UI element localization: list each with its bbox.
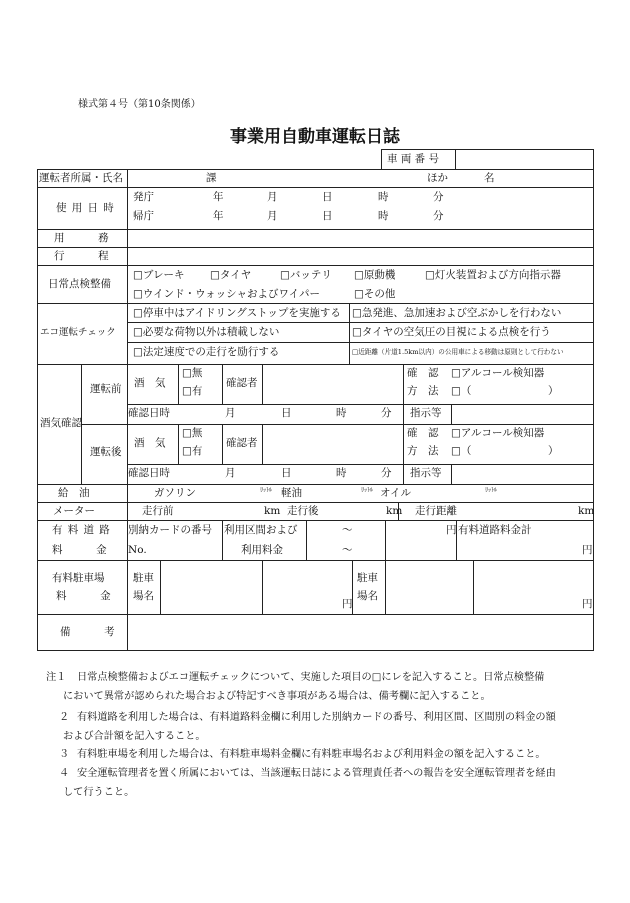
toll-tilde-2: ～ bbox=[342, 544, 353, 556]
note-2-cont: および合計額を記入すること。 bbox=[63, 731, 206, 742]
meter-after: 走行後 bbox=[287, 505, 319, 517]
eco-tire-pressure[interactable]: □タイヤの空気圧の目視による点検を行う bbox=[352, 326, 551, 338]
toll-tilde-1: ～ bbox=[342, 524, 353, 536]
before-paren-open[interactable]: □（ bbox=[451, 385, 472, 397]
note-1: 日常点検整備およびエコ運転チェックについて、実施した項目の□にレを記入すること。日常点検整備 bbox=[77, 672, 545, 683]
return-year: 年 bbox=[213, 210, 224, 222]
after-detector[interactable]: □アルコール検知器 bbox=[451, 427, 545, 439]
eco-idling[interactable]: □停車中はアイドリングストップを実施する bbox=[133, 307, 341, 319]
toll-section-2: 利用料金 bbox=[241, 544, 283, 556]
note-4: 安全運転管理者を置く所属においては、当該運転日誌による管理責任者への報告を安全運転管理者を経由 bbox=[77, 768, 556, 779]
alcohol-after-label: 運転後 bbox=[90, 446, 122, 458]
driver-label: 運転者所属・氏名 bbox=[39, 172, 123, 184]
usage-label: 使用日時 bbox=[56, 202, 119, 214]
parking-lot-1a: 駐車 bbox=[133, 572, 154, 584]
after-shiji: 指示等 bbox=[410, 467, 442, 479]
meter-before: 走行前 bbox=[142, 505, 174, 517]
eco-check-label: エコ運転チェック bbox=[40, 327, 116, 338]
after-houhou: 方 法 bbox=[407, 445, 439, 457]
after-kakunin: 確 認 bbox=[407, 427, 439, 439]
check-lights[interactable]: □灯火装置および方向指示器 bbox=[425, 269, 561, 281]
before-month: 月 bbox=[225, 407, 236, 419]
note-4-cont: して行うこと。 bbox=[63, 787, 135, 798]
usage-return: 帰庁 bbox=[133, 210, 154, 222]
after-datetime: 確認日時 bbox=[128, 467, 170, 479]
check-brake[interactable]: □ブレーキ bbox=[133, 269, 185, 281]
after-sakeki: 酒 気 bbox=[134, 437, 166, 449]
fuel-label: 給 油 bbox=[58, 487, 90, 499]
koutei-label: 行 程 bbox=[54, 250, 121, 262]
check-battery[interactable]: □バッテリ bbox=[280, 269, 332, 281]
toll-label-1: 有料道路 bbox=[52, 524, 115, 536]
return-day: 日 bbox=[322, 210, 333, 222]
depart-year: 年 bbox=[213, 191, 224, 203]
depart-day: 日 bbox=[322, 191, 333, 203]
return-month: 月 bbox=[267, 210, 278, 222]
eco-load[interactable]: □必要な荷物以外は積載しない bbox=[133, 326, 280, 338]
before-detector[interactable]: □アルコール検知器 bbox=[451, 367, 545, 379]
parking-yen-2: 円 bbox=[582, 598, 593, 610]
depart-hour: 時 bbox=[378, 191, 389, 203]
note-3-head: ３ bbox=[59, 749, 70, 760]
eco-short-distance[interactable]: □近距離（片道1.5km以内）の公用車による移動は原則として行わない bbox=[352, 348, 564, 356]
meter-km-3: km bbox=[578, 505, 595, 517]
form-number: 様式第４号（第10条関係） bbox=[78, 99, 201, 110]
meter-km-1: km bbox=[264, 505, 281, 517]
after-nashi[interactable]: □無 bbox=[182, 427, 203, 439]
parking-yen-1: 円 bbox=[342, 598, 353, 610]
note-4-head: ４ bbox=[59, 768, 70, 779]
fuel-unit-1: ﾘｯﾄﾙ bbox=[260, 487, 273, 494]
before-hour: 時 bbox=[336, 407, 347, 419]
before-paren-close: ） bbox=[548, 385, 559, 397]
check-tire[interactable]: □タイヤ bbox=[210, 269, 252, 281]
before-houhou: 方 法 bbox=[407, 385, 439, 397]
toll-yen-2: 円 bbox=[582, 544, 593, 556]
note-3: 有料駐車場を利用した場合は、有料駐車場料金欄に有料駐車場名および利用料金の額を記入すること。 bbox=[77, 749, 546, 760]
driver-hoka: ほか bbox=[427, 172, 448, 184]
after-kakuninsha: 確認者 bbox=[226, 437, 258, 449]
driver-ka: 課 bbox=[206, 172, 217, 184]
toll-label-2: 料 金 bbox=[52, 544, 119, 556]
toll-section-1: 利用区間および bbox=[224, 524, 298, 536]
after-month: 月 bbox=[225, 467, 236, 479]
check-wiper[interactable]: □ウインド・ウォッシャおよびワイパー bbox=[133, 288, 320, 300]
youmu-label: 用 務 bbox=[54, 232, 121, 244]
note-1-cont: において異常が認められた場合および特記すべき事項がある場合は、備考欄に記入すること。 bbox=[63, 691, 491, 702]
depart-month: 月 bbox=[267, 191, 278, 203]
after-hour: 時 bbox=[336, 467, 347, 479]
after-minute: 分 bbox=[381, 467, 392, 479]
meter-label: メーター bbox=[53, 505, 95, 517]
note-2: 有料道路を利用した場合は、有料道路料金欄に利用した別納カードの番号、利用区間、区間別の料金の額 bbox=[77, 712, 556, 723]
eco-speed[interactable]: □法定速度での走行を励行する bbox=[133, 346, 280, 358]
check-engine[interactable]: □原動機 bbox=[354, 269, 396, 281]
toll-total: 有料道路料金計 bbox=[458, 524, 532, 536]
toll-yen-1: 円 bbox=[446, 524, 457, 536]
vehicle-number-label: 車 両 番 号 bbox=[387, 153, 440, 165]
before-nashi[interactable]: □無 bbox=[182, 367, 203, 379]
note-2-head: ２ bbox=[59, 712, 70, 723]
fuel-oil: オイル bbox=[380, 487, 411, 499]
parking-lot-1b: 場名 bbox=[133, 590, 154, 602]
toll-card: 別納カードの番号 bbox=[128, 524, 212, 536]
meter-distance: 走行距離 bbox=[415, 505, 457, 517]
before-kakunin: 確 認 bbox=[407, 367, 439, 379]
after-ari[interactable]: □有 bbox=[182, 445, 203, 457]
before-datetime: 確認日時 bbox=[128, 407, 170, 419]
page-title: 事業用自動車運転日誌 bbox=[230, 127, 400, 147]
return-hour: 時 bbox=[378, 210, 389, 222]
depart-minute: 分 bbox=[433, 191, 444, 203]
after-paren-open[interactable]: □（ bbox=[451, 445, 472, 457]
parking-label-2: 料 金 bbox=[56, 590, 123, 602]
note-1-head: 注１ bbox=[46, 672, 67, 683]
before-ari[interactable]: □有 bbox=[182, 385, 203, 397]
before-kakuninsha: 確認者 bbox=[226, 377, 258, 389]
parking-lot-2b: 場名 bbox=[357, 590, 378, 602]
eco-acceleration[interactable]: □急発進、急加速および空ぶかしを行わない bbox=[352, 307, 562, 319]
alcohol-label: 酒気確認 bbox=[40, 417, 82, 429]
return-minute: 分 bbox=[433, 210, 444, 222]
fuel-unit-2: ﾘｯﾄﾙ bbox=[361, 487, 374, 494]
before-minute: 分 bbox=[381, 407, 392, 419]
usage-depart: 発庁 bbox=[133, 191, 154, 203]
driver-mei: 名 bbox=[484, 172, 495, 184]
check-other[interactable]: □その他 bbox=[354, 288, 396, 300]
after-day: 日 bbox=[281, 467, 292, 479]
after-paren-close: ） bbox=[548, 445, 559, 457]
before-sakeki: 酒 気 bbox=[134, 377, 166, 389]
before-shiji: 指示等 bbox=[410, 407, 442, 419]
parking-lot-2a: 駐車 bbox=[357, 572, 378, 584]
fuel-keiyu: 軽油 bbox=[281, 487, 302, 499]
fuel-unit-3: ﾘｯﾄﾙ bbox=[485, 487, 498, 494]
parking-label-1: 有料駐車場 bbox=[52, 572, 105, 584]
fuel-gasoline: ガソリン bbox=[154, 487, 196, 499]
meter-km-2: km bbox=[386, 505, 403, 517]
alcohol-before-label: 運転前 bbox=[90, 383, 122, 395]
bikou-label: 備 考 bbox=[60, 626, 127, 638]
toll-no: No. bbox=[128, 544, 147, 556]
before-day: 日 bbox=[281, 407, 292, 419]
daily-check-label: 日常点検整備 bbox=[48, 278, 111, 290]
